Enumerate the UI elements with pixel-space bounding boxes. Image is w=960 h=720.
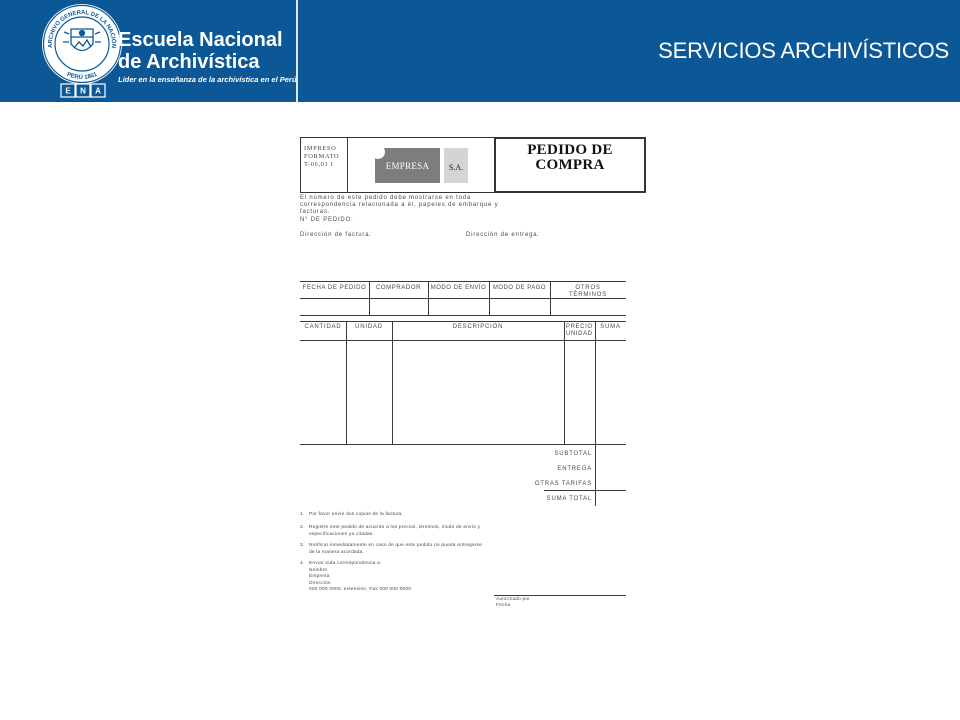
note-number: 3.: [300, 543, 305, 548]
subtotal-label: SUBTOTAL: [554, 451, 592, 457]
order-number-label: N° DE PEDIDO:: [300, 217, 354, 223]
institution-name-line2: de Archivística: [118, 51, 260, 73]
note-item: [309, 561, 411, 594]
notice-line: El número de este pedido debe mostrarse en toda: [300, 195, 472, 201]
table-rule: [300, 444, 626, 445]
column-header-shipping-method: MODO DE ENVÍO: [430, 285, 487, 291]
company-logo-suffix: S.A.: [448, 163, 464, 172]
note-number: 1.: [300, 512, 305, 517]
seal-ring-text: ARCHIVO GENERAL DE LA NACIÓN: [47, 9, 117, 49]
slide-title: SERVICIOS ARCHIVÍSTICOS: [658, 38, 949, 63]
print-code-line: IMPRESO: [304, 145, 337, 152]
table-divider: [392, 321, 393, 444]
column-header-order-date: FECHA DE PEDIDO: [302, 285, 367, 291]
column-header-buyer: COMPRADOR: [375, 285, 422, 291]
seal-letter: E: [65, 86, 71, 96]
note-item: [309, 512, 403, 519]
delivery-label: ENTREGA: [557, 466, 592, 472]
column-header-sum: SUMA: [600, 324, 621, 330]
institution-name-line1: Escuela Nacional: [118, 29, 283, 51]
table-divider: [564, 321, 565, 444]
table-divider: [595, 321, 596, 444]
column-header-unit-price: PRECIO UNIDAD: [566, 324, 593, 337]
seal-letter: A: [95, 86, 101, 96]
print-format-code: [304, 145, 339, 169]
note-line: 000 000 0000, extensión, Fax 000 000 0000: [309, 587, 412, 592]
table-rule: [300, 321, 626, 322]
note-item: [309, 543, 482, 556]
seal-letter: N: [80, 86, 86, 96]
print-code-line: T-06,01 I: [304, 161, 334, 168]
company-logo-circle-icon: [371, 145, 385, 159]
seal-bottom-text: PERÚ 1861: [65, 71, 99, 82]
form-header-divider: [347, 137, 348, 193]
totals-rule: [544, 490, 626, 491]
grand-total-label: SUMA TOTAL: [546, 496, 592, 502]
table-rule: [300, 281, 626, 282]
table-rule: [300, 340, 626, 341]
note-line: Empresa: [309, 574, 330, 579]
institution-logo: [0, 0, 298, 102]
note-item: [309, 525, 480, 538]
table-divider: [550, 281, 551, 315]
note-number: 2.: [300, 525, 305, 530]
column-header-unit: UNIDAD: [355, 324, 383, 330]
table-divider: [346, 321, 347, 444]
note-line: Dirección: [309, 580, 331, 586]
notice-line: correspondencia relacionada a él, papeles de embarque y: [300, 202, 499, 208]
billing-address-label: Dirección de factura:: [300, 232, 372, 238]
note-line: Enviar toda correspondencia a:: [309, 561, 382, 566]
column-header-other-terms: OTROS TÉRMINOS: [568, 285, 608, 298]
notice-line: facturas.: [300, 209, 331, 215]
note-line: de la manera acordada.: [309, 549, 365, 555]
signature-line: [494, 595, 626, 596]
note-line: Notificar inmediatamente en caso de que este pedido no pueda entregarse: [309, 543, 483, 548]
form-title-line1: PEDIDO DE: [527, 142, 613, 158]
table-rule: [300, 315, 626, 316]
column-header-quantity: CANTIDAD: [304, 324, 342, 330]
authorized-by-label: Autorizado por: [496, 597, 530, 602]
seal-emblem-icon: [40, 2, 126, 100]
column-header-payment-method: MODO DE PAGO: [492, 285, 547, 291]
date-label: Fecha: [496, 603, 511, 608]
note-line: Nombre: [309, 567, 328, 573]
column-header-description: DESCRIPCIÓN: [452, 324, 504, 330]
order-number-notice: [300, 195, 498, 216]
print-code-line: FORMATO: [304, 153, 340, 160]
form-title-line2: COMPRA: [535, 157, 605, 173]
institution-tagline: Líder en la enseñanza de la archivística en el Perú: [118, 75, 297, 84]
other-charges-label: OTRAS TARIFAS: [534, 481, 592, 487]
note-line: especificaciones ya citadas.: [309, 531, 375, 537]
note-line: Por favor envíe dos copias de la factura.: [309, 512, 404, 517]
company-logo-name: EMPRESA: [385, 161, 430, 171]
seal-letter-boxes: [61, 84, 105, 97]
totals-divider: [595, 444, 596, 506]
note-line: Registre este pedido de acuerdo a los precios, términos, modo de envío y: [309, 525, 481, 530]
note-number: 4.: [300, 561, 305, 566]
shipping-address-label: Dirección de entrega:: [466, 232, 540, 238]
